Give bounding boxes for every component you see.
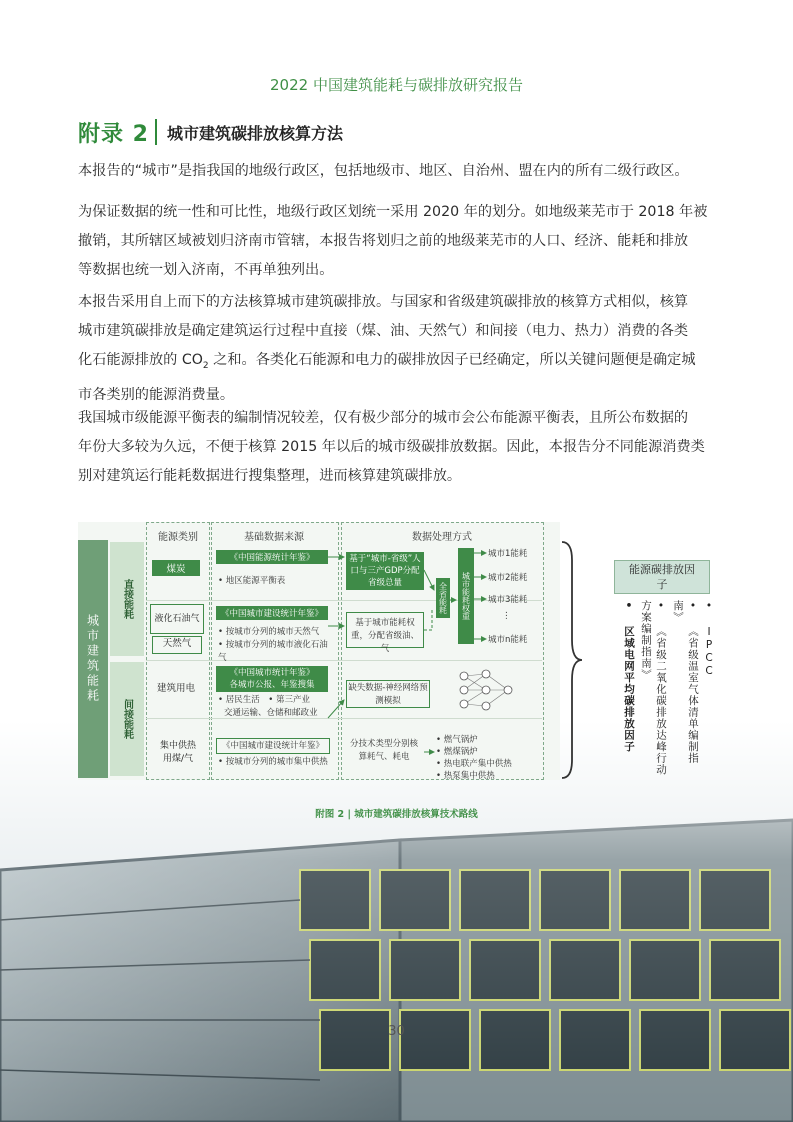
energy-heating: 集中供热用煤/气 (159, 741, 196, 764)
city-energy-item: 城市n能耗 (488, 635, 528, 645)
paragraph-line: 我国城市级能源平衡表的编制情况较差，仅有极少部分的城市会公布能源平衡表，且所公布数据的 (78, 410, 689, 426)
indirect-energy-label: 间接能耗 (121, 699, 133, 739)
appendix-heading (78, 116, 343, 148)
heat-tech-item: • 热泵集中供热 (436, 771, 495, 781)
paragraph-line: 本报告的“城市”是指我国的地级行政区，包括地级市、地区、自治州、盟在内的所有二级行政区。 (78, 163, 689, 179)
method-neural-network: 缺失数据-神经网络预测模拟 (346, 680, 430, 708)
source-city-yearbook-title: 《中国城市统计年鉴》 (229, 668, 315, 678)
city-building-energy-block (78, 540, 108, 778)
heat-tech-text: 热泵集中供热 (443, 771, 495, 781)
factor-item: • 《省级温室气体清单编制指南》 (672, 600, 699, 764)
province-energy-label: 全省能耗 (438, 582, 448, 614)
source-construction-yearbook-heat: 《中国城市建设统计年鉴》 (216, 738, 330, 754)
direct-energy-block (110, 542, 144, 656)
source-bullet: • 按城市分列的城市液化石油气 (218, 640, 328, 663)
energy-electricity: 建筑用电 (156, 683, 195, 694)
factor-text: 《省级温室气体清单编制指南》 (672, 600, 699, 764)
report-title: 2022 中国建筑能耗与碳排放研究报告 (270, 76, 523, 94)
appendix-label: 附录 2 (78, 121, 149, 147)
source-bullet: • 按城市分列的城市天然气 (218, 627, 320, 637)
method-energy-weight: 基于城市能耗权重，分配省级油、气 (346, 612, 424, 648)
heat-tech-text: 燃气锅炉 (443, 735, 478, 745)
paragraph-line (78, 346, 718, 381)
steel-beams-background (0, 720, 793, 1122)
source-bullet: • 按城市分列的城市集中供热 (218, 757, 328, 767)
city-building-energy-label: 城市建筑能耗 (85, 614, 100, 704)
source-bullet: • 居民生活 • 第三产业 (218, 695, 310, 705)
heat-tech-text: 燃煤锅炉 (443, 747, 478, 757)
emission-factor-box: 能源碳排放因子 (614, 560, 710, 594)
col-header-data-source: 基础数据来源 (244, 532, 304, 543)
paragraph-2 (78, 198, 718, 285)
factor-text: IPCC (703, 626, 715, 678)
paragraph-line: 为保证数据的统一性和可比性，地级行政区划统一采用 2020 年的划分。如地级莱芜市于 2018 年被 (78, 204, 708, 220)
col-header-processing: 数据处理方式 (412, 532, 472, 543)
heat-tech-item: • 燃煤锅炉 (436, 747, 478, 757)
heat-tech-text: 热电联产集中供热 (443, 759, 512, 769)
curly-brace (560, 540, 584, 780)
direct-energy-label: 直接能耗 (121, 579, 133, 619)
factor-text: 《省级二氧化碳排放达峰行动方案编制指南》 (640, 600, 667, 776)
co2-suffix: 之和。各类化石能源和电力的碳排放因子已经确定，所以关键问题便是确定城 (208, 352, 696, 368)
emission-factor-list (622, 600, 715, 780)
paragraph-4 (78, 404, 718, 491)
paragraph-1 (78, 157, 718, 186)
heat-tech-item: • 热电联产集中供热 (436, 759, 512, 769)
source-bullet-text: 第三产业 (275, 695, 310, 705)
energy-lpg: 液化石油气 (150, 604, 204, 634)
paragraph-line: 城市建筑碳排放是确定建筑运行过程中直接（煤、油、天然气）和间接（电力、热力）消费的各类 (78, 323, 689, 339)
source-bullet: • 地区能源平衡表 (218, 576, 286, 586)
city-weight-label: 城市能耗权重 (461, 572, 471, 620)
source-bullet-text: 按城市分列的城市天然气 (225, 627, 320, 637)
paragraph-line: 别对建筑运行能耗数据进行搜集整理，进而核算建筑碳排放。 (78, 468, 462, 484)
factor-item: • 《省级二氧化碳排放达峰行动方案编制指南》 (640, 600, 667, 776)
factor-item: • IPCC (703, 600, 715, 678)
paragraph-line: 市各类别的能源消费量。 (78, 386, 235, 403)
co2-prefix: 化石能源排放的 CO (78, 352, 203, 368)
source-bullet-text: 按城市分列的城市液化石油气 (218, 640, 328, 663)
heading-divider (155, 119, 157, 145)
figure-caption: 附图 2 | 城市建筑碳排放核算技术路线 (315, 809, 478, 820)
source-construction-yearbook: 《中国城市建设统计年鉴》 (216, 606, 328, 620)
paragraph-line: 本报告采用自上而下的方法核算城市建筑碳排放。与国家和省级建筑碳排放的核算方式相似，核算 (78, 294, 689, 310)
diagram-arrows (200, 540, 545, 780)
source-bullet-text: 地区能源平衡表 (225, 576, 286, 586)
co2-subscript: 2 (202, 360, 209, 371)
city-energy-item: 城市3能耗 (488, 595, 528, 605)
city-energy-item: 城市2能耗 (488, 573, 528, 583)
source-bullet-text: 按城市分列的城市集中供热 (225, 757, 328, 767)
city-energy-item: 城市1能耗 (488, 549, 528, 559)
method-heat-tech: 分技术类型分别核算耗气、耗电 (349, 739, 418, 762)
indirect-energy-block (110, 662, 144, 776)
appendix-title: 城市建筑碳排放核算方法 (166, 123, 343, 143)
paragraph-line: 撤销，其所辖区域被划归济南市管辖，本报告将划归之前的地级莱芜市的人口、经济、能耗和排放 (78, 233, 689, 249)
paragraph-line: 等数据也统一划入济南，不再单独列出。 (78, 262, 334, 278)
source-city-yearbook-sub: 各城市公报、年鉴搜集 (229, 680, 315, 690)
page-number: 30 (388, 1024, 405, 1039)
energy-coal: 煤炭 (152, 560, 200, 576)
col-header-energy-type: 能源类别 (158, 532, 198, 543)
paragraph-3 (78, 288, 718, 410)
paragraph-line: 年份大多较为久远，不便于核算 2015 年以后的城市级碳排放数据。因此，本报告分不同能源消费类 (78, 439, 705, 455)
factor-text: 区域电网平均碳排放因子 (623, 626, 635, 753)
source-energy-yearbook: 《中国能源统计年鉴》 (216, 550, 328, 564)
energy-gas: 天然气 (152, 636, 202, 654)
source-bullet-text: 居民生活 (225, 695, 260, 705)
heat-tech-item: • 燃气锅炉 (436, 735, 478, 745)
ellipsis-dots: ⋮ (502, 611, 511, 621)
method-population-gdp: 基于“城市-省级”人口与三产GDP分配省级总量 (346, 552, 424, 590)
factor-item: • 区域电网平均碳排放因子 (623, 600, 635, 753)
source-bullet-text: 交通运输、仓储和邮政业 (224, 708, 318, 718)
